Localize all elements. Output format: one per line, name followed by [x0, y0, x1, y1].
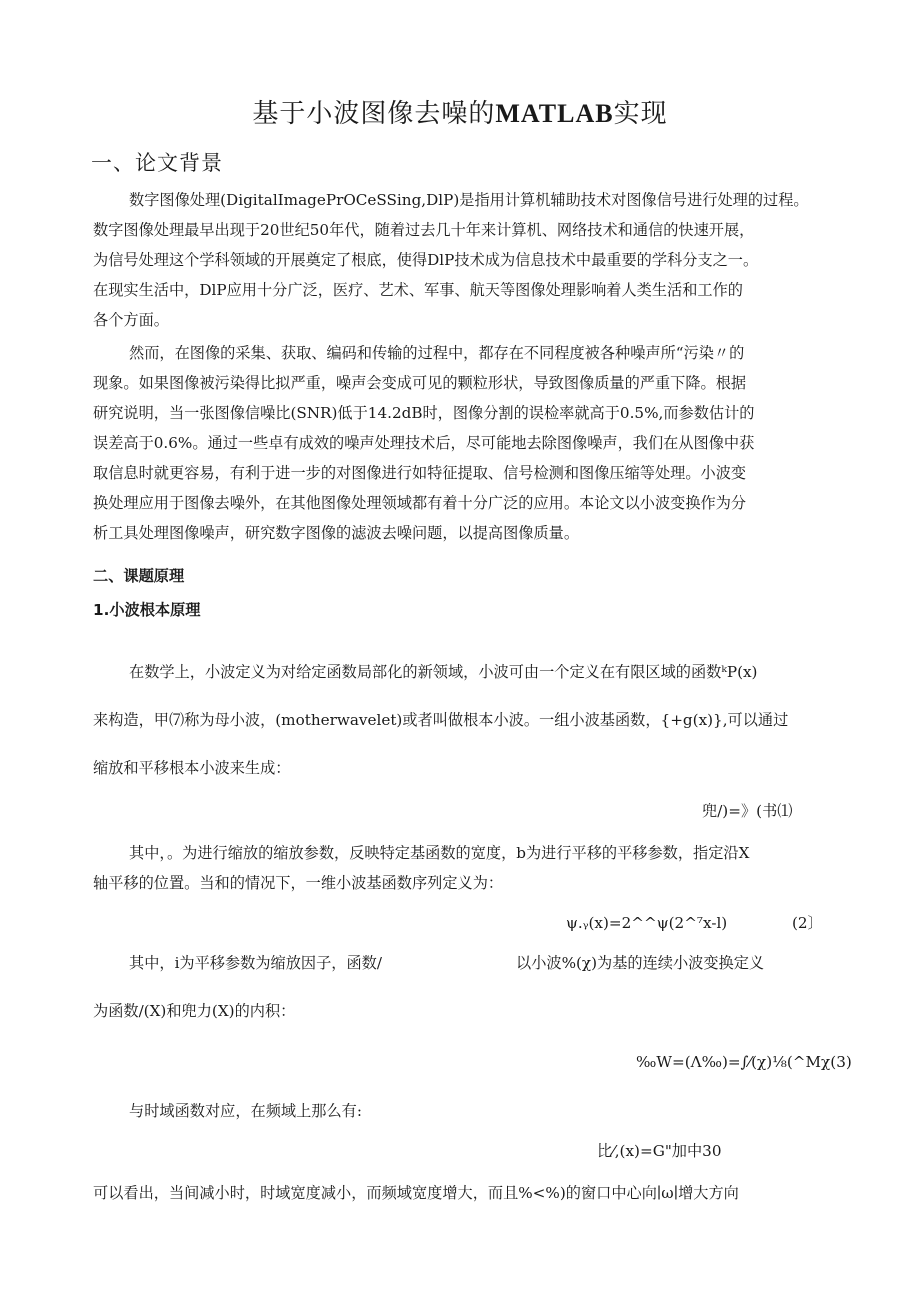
background-paragraph-2 — [93, 338, 837, 548]
subsection-heading-wavelet-basics: 1.小波根本原理 — [93, 601, 201, 619]
text-line: 在数学上，小波定义为对给定函数局部化的新领域，小波可由一个定义在有限区域的函数ᵏP(x) — [129, 663, 758, 681]
text-line: 为函数/(X)和兜力(X)的内积： — [93, 1002, 296, 1020]
equation-1: 兜/)=》(书⑴ — [702, 802, 793, 820]
text-line: 其中，。为进行缩放的缩放参数，反映特定基函数的宽度，b为进行平移的平移参数，指定沿X — [129, 844, 750, 862]
equation-2-number: (2〕 — [792, 914, 823, 932]
text-line: 现象。如果图像被污染得比拟严重，噪声会变成可见的颗粒形状，导致图像质量的严重下降。根据 — [93, 374, 747, 392]
text-line: 与时域函数对应，在频域上那么有: — [129, 1102, 362, 1120]
background-paragraph-1 — [93, 185, 837, 335]
text-line: 轴平移的位置。当和的情况下，一维小波基函数序列定义为： — [93, 874, 504, 892]
text-line: 然而，在图像的采集、获取、编码和传输的过程中，都存在不同程度被各种噪声所“污染〃的 — [129, 344, 745, 362]
text-line: 其中，i为平移参数为缩放因子，函数/ — [129, 954, 382, 972]
title-cn-post: 实现 — [613, 99, 668, 129]
equation-4: 比⁄,(x)=G"加中30 — [597, 1142, 722, 1160]
paper-title — [0, 96, 920, 132]
principle-paragraph-2 — [93, 838, 837, 898]
principle-paragraph-1 — [93, 648, 837, 792]
text-line: 研究说明，当一张图像信噪比(SNR)低于14.2dB时，图像分割的误检率就高于0.5%,而参数估计的 — [93, 404, 755, 422]
text-line: 析工具处理图像噪声，研究数字图像的滤波去噪问题，以提高图像质量。 — [93, 524, 579, 542]
text-line: 为信号处理这个学科领域的开展奠定了根底，使得DlP技术成为信息技术中最重要的学科分支之一。 — [93, 251, 759, 269]
text-line: 数字图像处理(DigitalImagePrOCeSSing,DlP)是指用计算机辅助技术对图像信号进行处理的过程。 — [129, 191, 809, 209]
text-line: 在现实生活中，DlP应用十分广泛，医疗、艺术、军事、航天等图像处理影响着人类生活和工作的 — [93, 281, 743, 299]
text-line: 数字图像处理最早出现于20世纪50年代，随着过去几十年来计算机、网络技术和通信的快速开展， — [93, 221, 755, 239]
section-heading-principle: 二、课题原理 — [93, 567, 185, 585]
title-latin: MATLAB — [495, 99, 614, 128]
text-line: 换处理应用于图像去噪外，在其他图像处理领域都有着十分广泛的应用。本论文以小波变换作为分 — [93, 494, 747, 512]
text-line: 以小波%(χ)为基的连续小波变换定义 — [516, 954, 765, 972]
text-line: 各个方面。 — [93, 311, 169, 329]
title-cn-pre: 基于小波图像去噪的 — [252, 99, 496, 129]
text-line: 误差高于0.6%。通过一些卓有成效的噪声处理技术后，尽可能地去除图像噪声，我们在从图像中获 — [93, 434, 755, 452]
equation-3: ‰W=(Λ‰)=∫⁄(χ)⅛(^Mχ(3) — [636, 1053, 852, 1071]
section-heading-background: 一、论文背景 — [91, 151, 223, 175]
text-line: 可以看出，当间减小时，时域宽度减小，而频域宽度增大，而且%<%)的窗口中心向∣ω∣增大方向 — [93, 1184, 739, 1202]
equation-2: ψ.ᵧ(x)=2^^ψ(2^⁷x-l) — [566, 914, 728, 932]
text-line: 来构造，甲⑺称为母小波，(motherwavelet)或者叫做根本小波。一组小波基函数，{+g(x)},可以通过 — [93, 711, 789, 729]
text-line: 取信息时就更容易，有利于进一步的对图像进行如特征提取、信号检测和图像压缩等处理。小波变 — [93, 464, 747, 482]
text-line: 缩放和平移根本小波来生成： — [93, 759, 291, 777]
